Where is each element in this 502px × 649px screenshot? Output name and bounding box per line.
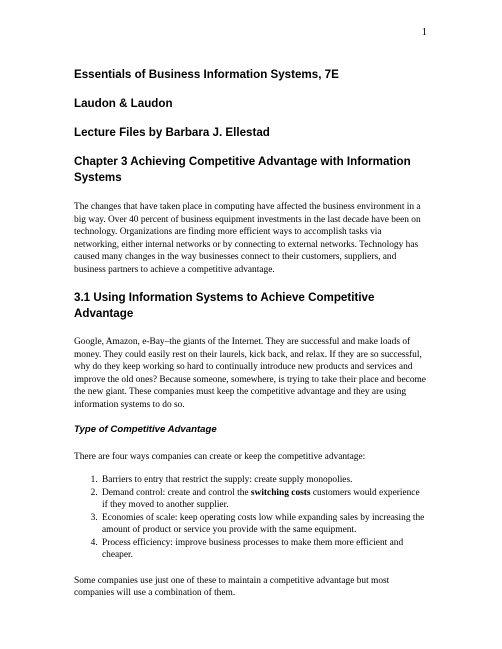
book-title: Essentials of Business Information Systems, 7E [74,68,339,81]
document-body [74,67,426,600]
list-item-text: Process efficiency: improve business processes to make them more efficient and cheaper. [102,537,404,560]
subsection-heading: Type of Competitive Advantage [74,424,217,435]
list-item [100,487,426,512]
closing-paragraph: Some companies use just one of these to maintain a competitive advantage but most companies will use a combination of them. [74,575,390,598]
switching-costs-term: switching costs [250,487,311,498]
chapter-title: Chapter 3 Achieving Competitive Advantage with Information Systems [74,155,411,184]
list-item-text: Economies of scale: keep operating costs low while expanding sales by increasing the amount of product or service you provide with the same equipment. [102,512,425,535]
intro-paragraph: The changes that have taken place in computing have affected the business environment in a big way. Over 40 percent of business equipment investments in the last decade have been on technology. Organizations are finding more efficient ways to accomplish tasks via networking, either internal networks or by connecting to external networks. Technology has caused many changes in the way businesses connect to their customers, suppliers, and business partners to achieve a competitive advantage. [74,202,421,275]
list-intro: There are four ways companies can create or keep the competitive advantage: [74,451,366,462]
list-item-text: Demand control: create and control the [102,487,251,498]
list-item [100,537,426,562]
section-heading: 3.1 Using Information Systems to Achieve Competitive Advantage [74,291,375,320]
list-item-text: Barriers to entry that restrict the supply: create supply monopolies. [102,475,353,485]
list-item [100,512,426,537]
advantage-list [74,474,426,562]
list-item [100,474,426,487]
list-item-text-tail: customers would experience if they moved to another supplier. [102,487,420,510]
section-paragraph: Google, Amazon, e-Bay–the giants of the Internet. They are successful and make loads of money. They could easily rest on their laurels, kick back, and relax. If they are so successful, why do they keep working so hard to continually introduce new products and services and improve the old ones? Because someone, somewhere, is trying to take their place and become the new giant. These companies must keep the competitive advantage and they are using information systems to do so. [74,337,426,410]
page-number: 1 [421,27,427,38]
lecture-credit: Lecture Files by Barbara J. Ellestad [74,126,270,139]
authors-line: Laudon & Laudon [74,97,173,110]
